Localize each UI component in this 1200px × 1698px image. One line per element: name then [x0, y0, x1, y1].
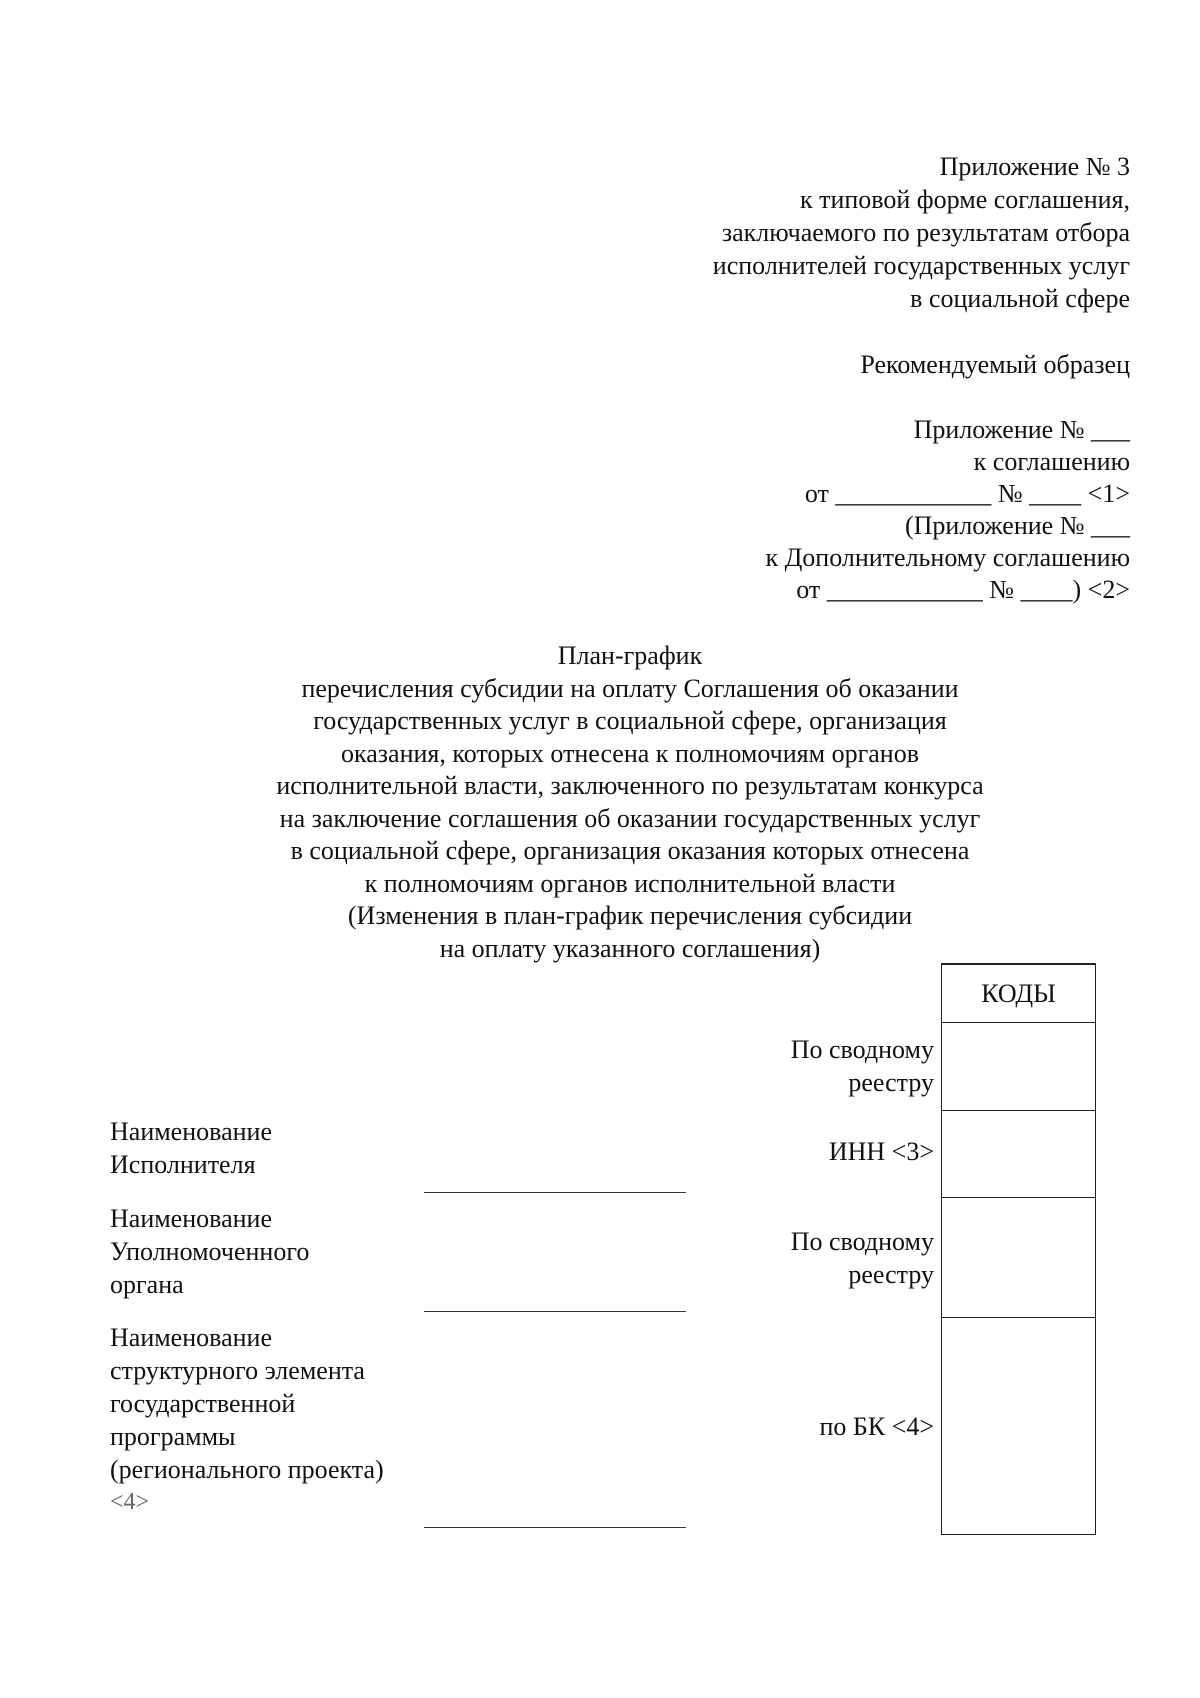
field-label-line: органа	[110, 1270, 184, 1299]
code-label-inn	[829, 1135, 934, 1168]
code-label-line: реестру	[848, 1260, 934, 1289]
title-line: исполнительной власти, заключенного по результатам конкурса	[276, 771, 984, 800]
code-label-line: по БК <4>	[819, 1412, 934, 1441]
code-label-bk	[819, 1410, 934, 1443]
title-line: (Изменения в план-график перечисления субсидии	[347, 901, 913, 930]
agreement-ref-line: от ____________ № ____) <2>	[796, 575, 1130, 604]
recommended-sample-label	[860, 348, 1130, 381]
code-cell-registry-1[interactable]	[942, 1023, 1095, 1111]
field-label-line: государственной	[110, 1389, 296, 1418]
title-line: на заключение соглашения об оказании государственных услуг	[279, 803, 981, 833]
codes-table	[941, 963, 1096, 1535]
appendix-reference	[713, 150, 1130, 315]
code-label-line: По сводному	[790, 1035, 934, 1064]
code-cell-registry-2[interactable]	[942, 1198, 1095, 1318]
executor-name-fill-line[interactable]	[424, 1192, 686, 1193]
title-line: в социальной сфере, организация оказания которых отнесена	[290, 836, 970, 865]
appendix-line: в социальной сфере	[910, 284, 1130, 313]
field-label-line: Исполнителя	[110, 1150, 256, 1179]
code-label-line: ИНН <3>	[828, 1137, 934, 1166]
code-label-registry-2	[791, 1225, 934, 1291]
field-label-line: Наименование	[110, 1204, 272, 1233]
appendix-line: исполнителей государственных услуг	[712, 251, 1130, 280]
title-line: государственных услуг в социальной сфере, организация	[313, 706, 947, 735]
field-label-line: Наименование	[110, 1323, 272, 1352]
agreement-ref-line: (Приложение № ___	[904, 511, 1130, 540]
field-footnote: <4>	[110, 1489, 150, 1515]
title-line: оказания, которых отнесена к полномочиям органов	[341, 738, 919, 768]
title-line: перечисления субсидии на оплату Соглашения об оказании	[301, 673, 959, 703]
title-line: на оплату указанного соглашения)	[439, 933, 821, 963]
appendix-line: к типовой форме соглашения,	[799, 185, 1130, 214]
field-label-line: программы	[110, 1422, 236, 1451]
program-element-fill-line[interactable]	[424, 1527, 686, 1528]
agreement-reference	[765, 414, 1130, 606]
field-label-line: Наименование	[110, 1117, 272, 1146]
field-label-authorized-body	[110, 1202, 309, 1301]
code-label-line: реестру	[848, 1068, 934, 1097]
code-cell-inn[interactable]	[942, 1111, 1095, 1198]
field-label-line: (регионального проекта)	[110, 1455, 384, 1484]
field-label-line: Уполномоченного	[110, 1237, 310, 1266]
code-cell-bk[interactable]	[942, 1318, 1095, 1534]
field-label-executor	[110, 1115, 272, 1181]
appendix-line: заключаемого по результатам отбора	[721, 218, 1130, 247]
title-heading: План-график	[557, 641, 703, 670]
agreement-ref-line: от ____________ № ____ <1>	[804, 479, 1130, 508]
code-label-line: По сводному	[790, 1227, 934, 1256]
recommended-text: Рекомендуемый образец	[860, 350, 1130, 379]
agreement-ref-line: к Дополнительному соглашению	[765, 543, 1130, 572]
agreement-ref-line: к соглашению	[973, 447, 1130, 476]
code-label-registry-1	[791, 1033, 934, 1099]
field-label-program-element	[110, 1321, 384, 1519]
appendix-line: Приложение № 3	[939, 152, 1130, 181]
title-line: к полномочиям органов исполнительной власти	[364, 868, 896, 898]
authorized-body-fill-line[interactable]	[424, 1311, 686, 1312]
codes-header: КОДЫ	[942, 965, 1095, 1023]
document-title	[190, 640, 1070, 965]
field-label-line: структурного элемента	[110, 1356, 365, 1385]
agreement-ref-line: Приложение № ___	[913, 415, 1130, 444]
